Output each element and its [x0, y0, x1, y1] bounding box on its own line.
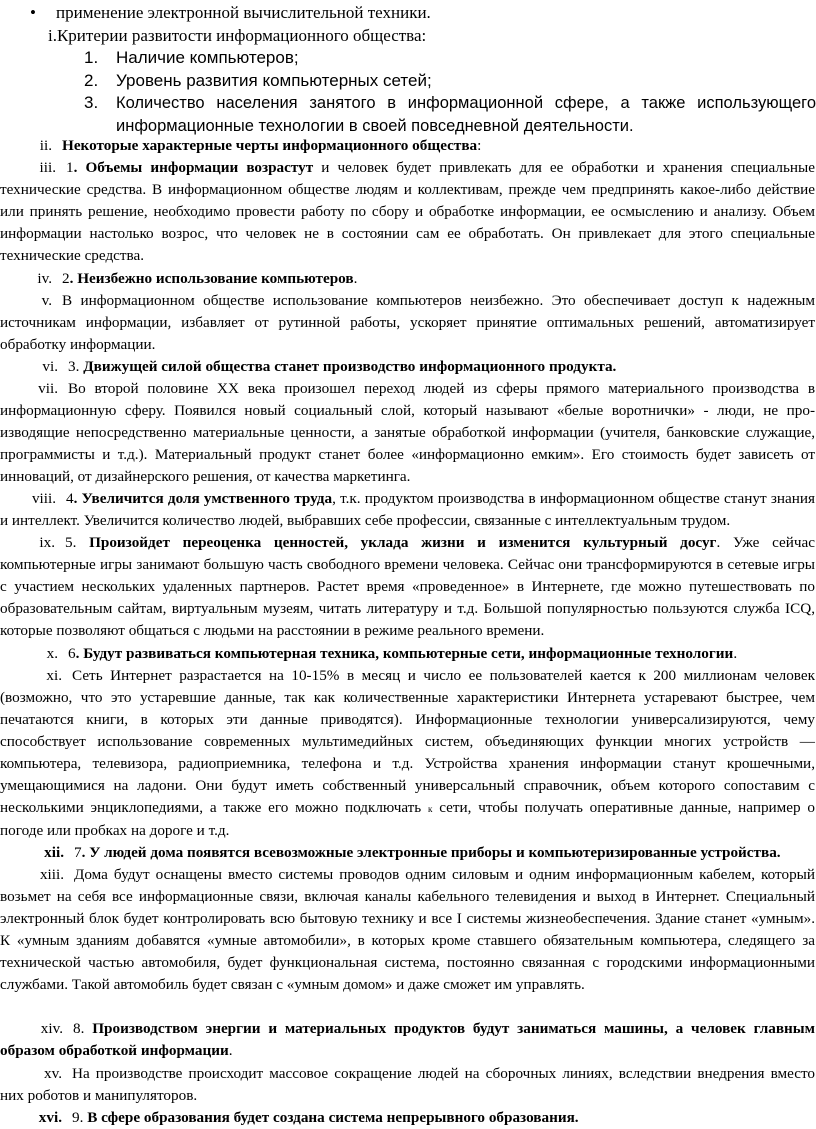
roman-numeral: iv. — [37, 270, 52, 287]
paragraph-iii — [0, 157, 815, 267]
list-item: 2. Уровень развития компьютерных сетей; — [84, 70, 432, 90]
paragraph-text: . — [733, 645, 738, 662]
bullet-item — [30, 2, 431, 24]
list-item: 1. Наличие компьютеров; — [84, 48, 299, 67]
bold-heading: . Неизбежно использование компьютеров — [69, 270, 354, 287]
roman-numeral: xiv. — [40, 1020, 63, 1037]
item-number: 3. — [68, 358, 84, 375]
paragraph-xv — [0, 1063, 815, 1107]
paragraph-x — [0, 643, 815, 665]
roman-numeral: xiii. — [39, 866, 64, 883]
paragraph-text: Во второй половине XX века произошел переход людей из сферы прямого материального производства в информационную сферу. Появился новый социальный слой, который называют «белые воротнички» - люди, не про-изводящие непосредственно материальные ценности, а занятые обработкой информации (учителя, банковские служащие, программисты и т.д.). Материальный продукт станет более «информационно емким». Его стоимость будет зависеть от инноваций, от дизайнерского решения, от качества маркетинга. — [0, 380, 815, 485]
item-number: 2 — [62, 270, 70, 287]
paragraph-v — [0, 290, 815, 356]
roman-numeral: xv. — [44, 1065, 62, 1082]
roman-numeral: viii. — [31, 490, 56, 507]
paragraph-text: . — [228, 1042, 233, 1059]
paragraph-text: В информационном обществе использование компьютеров неизбежно. Это обеспечивает доступ к надежным источникам информации, избавляет от рутинной работы, ускоряет принятие оптимальных решений, автоматизирует обработку информации. — [0, 292, 815, 353]
roman-numeral: ix. — [39, 534, 55, 551]
criteria-heading: i.Критерии развитости информационного общества: — [48, 26, 427, 45]
item-number: 7 — [74, 844, 82, 861]
item-number: 9. — [72, 1109, 88, 1126]
bullet-icon: • — [30, 3, 36, 22]
paragraph-ix — [0, 532, 815, 642]
roman-numeral: xi. — [46, 667, 62, 684]
bold-heading: Производством энергии и материальных продуктов будут заниматься машины, а человек главным образом обработкой информации — [0, 1020, 816, 1059]
paragraph-text: . Уже сейчас компьютерные игры занимают большую часть свободного времени человека. Сейчас они трансформируются в сетевые игры с участием нескольких удаленных партнеров. Растет время «проведенное» в Интернете, где можно путешествовать по образовательным сайтам, виртуальным музеям, читать литературу и т.д. Большой популярностью пользуются служба ICQ, которые позволяют общаться с людьми на расстоянии в режиме реального времени. — [0, 534, 815, 639]
paragraph-text: : — [477, 137, 482, 154]
paragraph-vi — [0, 356, 815, 378]
bold-heading: . Увеличится доля умственного труда — [73, 490, 333, 507]
roman-numeral: vi. — [42, 358, 58, 375]
paragraph-vii — [0, 378, 815, 488]
small-text: к — [428, 804, 433, 814]
paragraph-text: На производстве происходит массовое сокращение людей на сборочных линиях, вследствии внедрения вместо них роботов и манипуляторов. — [0, 1065, 815, 1104]
bold-heading: Произойдет переоценка ценностей, уклада жизни и изменится культурный досуг — [89, 534, 717, 551]
bullet-text: применение электронной вычислительной техники. — [56, 3, 431, 22]
criteria-list — [84, 47, 816, 137]
paragraph-text: Дома будут оснащены вместо системы проводов одним силовым и одним информационным кабелем, который возьмет на себя все информационные связи, включая каналы кабельного телевидения и выход в Интернет. Специальный электронный блок будет контролировать всю бытовую технику и все I системы жизнеобеспечения. Здание станет «умным». К «умным зданиям добавятся «умные автомобили», в которых кроме ставшего обязательным компьютера, следящего за технической частью автомобиля, будет функциональная система, постоянно связанная с городскими информационными службами. Такой автомобиль будет связан с «умным домом» и даже сможет им управлять. — [0, 866, 815, 993]
bold-heading: . У людей дома появятся всевозможные электронные приборы и компьютеризированные устройства. — [81, 844, 781, 861]
roman-numeral: vii. — [38, 380, 58, 397]
paragraph-ii — [0, 135, 815, 157]
roman-numeral: ii. — [39, 137, 52, 154]
roman-numeral: xvi. — [38, 1109, 62, 1126]
paragraph-xi — [0, 665, 815, 842]
roman-numeral: v. — [41, 292, 52, 309]
list-item: 3. Количество населения занятого в информационной сфере, а также использующего информационные технологии в своей повседневной деятельности. — [84, 93, 816, 135]
roman-numeral: x. — [46, 645, 58, 662]
bold-heading: В сфере образования будет создана система непрерывного образования. — [87, 1109, 579, 1126]
bold-heading: . Объемы информации возрастут — [73, 159, 314, 176]
paragraph-text: сети, чтобы получать оперативные данные, например о погоде или пробках на дороге и т.д. — [0, 799, 815, 839]
paragraph-xiv — [0, 1018, 815, 1062]
bold-heading: Движущей силой общества станет производство информационного продукта. — [83, 358, 617, 375]
bold-heading: . Будут развиваться компьютерная техника, компьютерные сети, информационные технологии — [75, 645, 734, 662]
item-number: 5. — [65, 534, 90, 551]
item-number: 4 — [66, 490, 74, 507]
roman-numeral: iii. — [39, 159, 56, 176]
item-number: 6 — [68, 645, 76, 662]
paragraph-xvi — [0, 1107, 815, 1129]
paragraph-viii — [0, 488, 815, 532]
item-number: 1 — [66, 159, 74, 176]
roman-numeral: xii. — [44, 844, 64, 861]
paragraph-text: и человек будет привлекать для ее обработки и хранения специальные технические средства. В информационном обществе людям и коллективам, прежде чем предпринять какое-либо действие или принять решение, необходимо провести работу по сбору и обработке информации, ее осмыслению и анализу. Объем информации настолько возрос, что человек не в состоянии сам ее обработать. Он привлекает для этого специальные технические средства. — [0, 159, 816, 264]
paragraph-xii — [0, 842, 815, 864]
bold-heading: Некоторые характерные черты информационного общества — [62, 137, 478, 154]
item-number: 8. — [73, 1020, 93, 1037]
paragraph-text: , т.к. продуктом производства в информационном обществе станут знания и интеллект. Увеличится количество людей, выбравших себе профессии, связанные с интеллектуальным трудом. — [0, 490, 815, 529]
paragraph-text: Сеть Интернет разрастается на 10-15% в месяц и число ее пользователей кается к 200 миллионам человек (возможно, что это устаревшие данные, так как количественные характеристики Интернета устаревают быстрее, чем печатаются книги, в которых эти данные приводятся). Информационные технологии универсализируются, чему способствует использование современных мультимедийных систем, объединяющих функции многих устройств — компьютера, телевизора, радиоприемника, телефона и т.д. Устройства хранения информации станут крошечными, умещающимися на ладони. Они будут иметь собственный универсальный справочник, объем которого сопоставим с несколькими энциклопедиями, а также его можно подключать — [0, 667, 815, 816]
paragraph-text: . — [353, 270, 358, 287]
paragraph-iv — [0, 268, 815, 290]
paragraph-xiii — [0, 864, 815, 996]
